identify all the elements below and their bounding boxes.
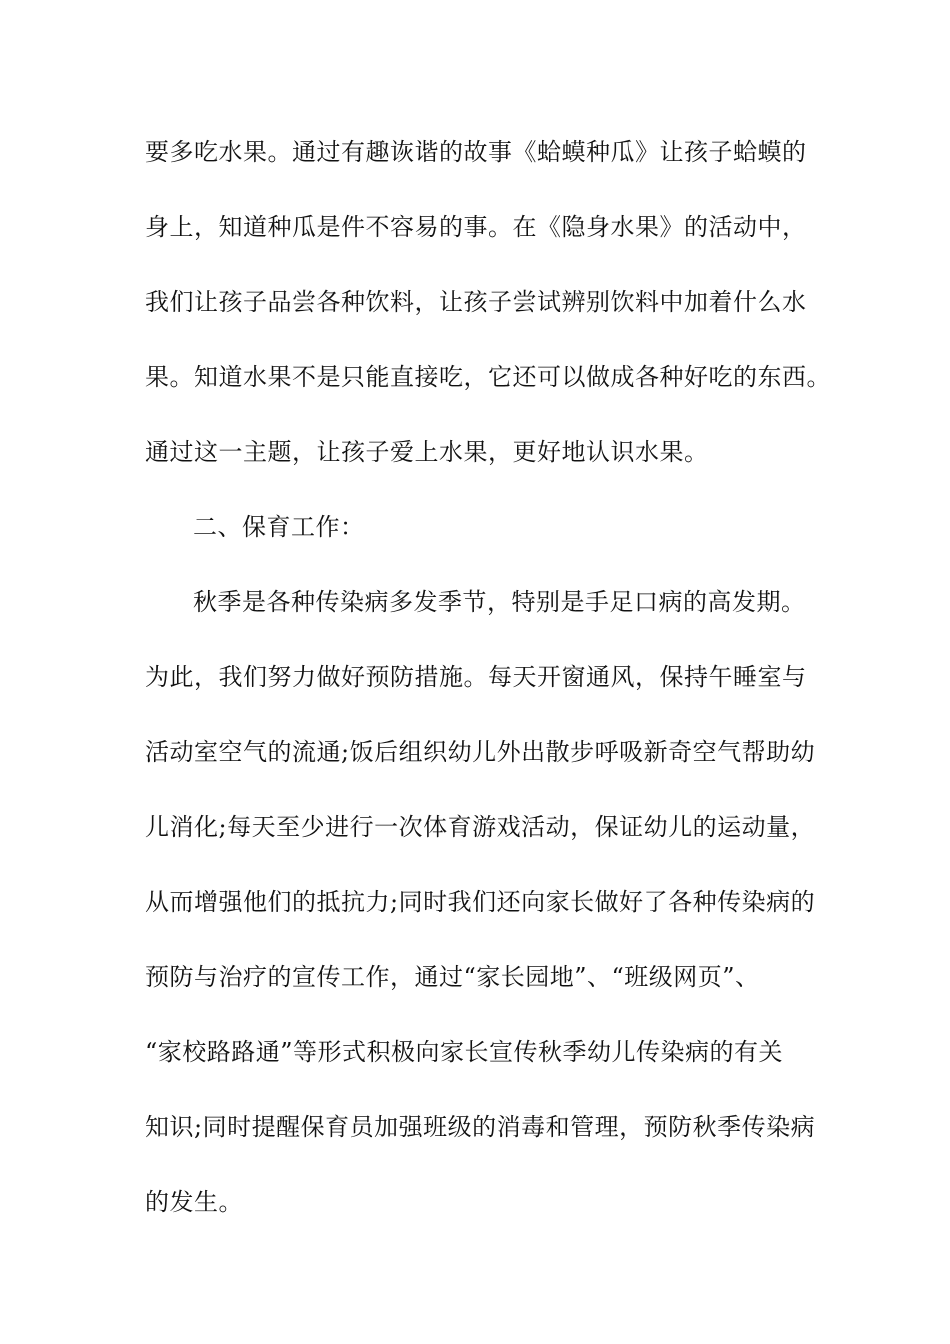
section-heading: 二、保育工作： — [193, 513, 365, 541]
paragraph-line: 要多吃水果。通过有趣诙谐的故事《蛤蟆种瓜》让孩子蛤蟆的 — [145, 138, 807, 166]
paragraph-line: 通过这一主题，让孩子爱上水果，更好地认识水果。 — [145, 438, 709, 466]
paragraph-line: 为此，我们努力做好预防措施。每天开窗通风，保持午睡室与 — [145, 663, 807, 691]
paragraph-line: 的发生。 — [145, 1188, 243, 1216]
paragraph-line: “家校路路通”等形式积极向家长宣传秋季幼儿传染病的有关 — [145, 1038, 784, 1066]
paragraph-line: 从而增强他们的抵抗力;同时我们还向家长做好了各种传染病的 — [145, 888, 816, 916]
paragraph-line: 知识;同时提醒保育员加强班级的消毒和管理，预防秋季传染病 — [145, 1113, 816, 1141]
paragraph-line: 秋季是各种传染病多发季节，特别是手足口病的高发期。 — [193, 588, 806, 616]
paragraph-line: 预防与治疗的宣传工作，通过“家长园地”、“班级网页”、 — [145, 963, 760, 991]
paragraph-line: 儿消化;每天至少进行一次体育游戏活动，保证幼儿的运动量， — [145, 813, 816, 841]
paragraph-line: 我们让孩子品尝各种饮料，让孩子尝试辨别饮料中加着什么水 — [145, 288, 807, 316]
paragraph-line: 果。知道水果不是只能直接吃，它还可以做成各种好吃的东西。 — [145, 363, 831, 391]
paragraph-line: 活动室空气的流通;饭后组织幼儿外出散步呼吸新奇空气帮助幼 — [145, 738, 816, 766]
paragraph-line: 身上，知道种瓜是件不容易的事。在《隐身水果》的活动中， — [145, 213, 807, 241]
